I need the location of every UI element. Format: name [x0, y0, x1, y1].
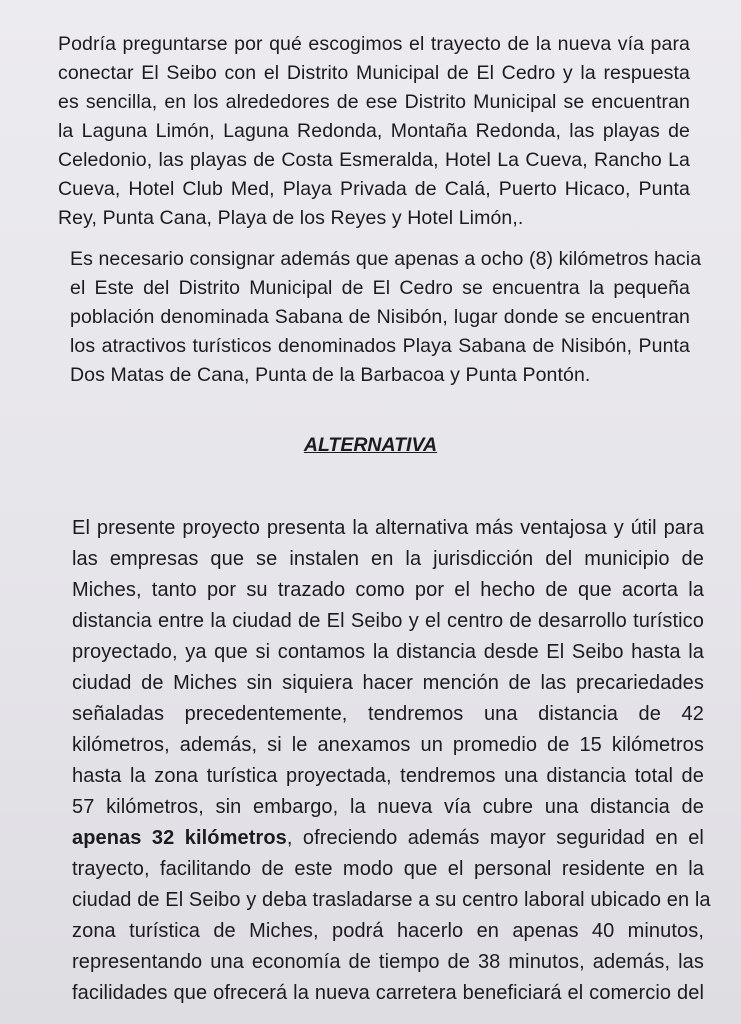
text-line: la Laguna Limón, Laguna Redonda, Montaña Redonda, las playas de: [58, 120, 690, 142]
text-line: Podría preguntarse por qué escogimos el trayecto de la nueva vía para: [58, 33, 690, 55]
text-line: El presente proyecto presenta la alternativa más ventajosa y útil para: [72, 517, 704, 539]
text-line: representando una economía de tiempo de 38 minutos, además, las: [72, 951, 704, 973]
text-line: el Este del Distrito Municipal de El Cedro se encuentra la pequeña: [70, 277, 690, 299]
section-heading: ALTERNATIVA: [303, 434, 438, 456]
text-line: proyectado, ya que si contamos la distancia desde El Seibo hasta la: [72, 641, 704, 663]
text-line: Celedonio, las playas de Costa Esmeralda, Hotel La Cueva, Rancho La: [58, 149, 690, 171]
text-line: las empresas que se instalen en la jurisdicción del municipio de: [72, 548, 704, 570]
paragraph-alternative: [72, 513, 711, 1009]
text-line: facilidades que ofrecerá la nueva carretera beneficiará el comercio del: [72, 982, 704, 1004]
text-line: hasta la zona turística proyectada, tendremos una distancia total de: [72, 765, 704, 787]
text-line: kilómetros, además, si le anexamos un promedio de 15 kilómetros: [72, 734, 704, 756]
text-line: Dos Matas de Cana, Punta de la Barbacoa y Punta Pontón.: [70, 364, 591, 386]
text-line: distancia entre la ciudad de El Seibo y el centro de desarrollo turístico: [72, 610, 704, 632]
text-line: ciudad de El Seibo y deba trasladarse a su centro laboral ubicado en la: [72, 889, 711, 911]
text-line: 57 kilómetros, sin embargo, la nueva vía cubre una distancia de: [72, 796, 704, 818]
text-line: Es necesario consignar además que apenas a ocho (8) kilómetros hacia: [70, 248, 702, 270]
text-line-with-bold: [72, 823, 704, 854]
text-line: señaladas precedentemente, tendremos una distancia de 42: [72, 703, 704, 725]
text-line: zona turística de Miches, podrá hacerlo en apenas 40 minutos,: [72, 920, 704, 942]
text-line: Miches, tanto por su trazado como por el hecho de que acorta la: [72, 579, 704, 601]
text-line: es sencilla, en los alrededores de ese Distrito Municipal se encuentran: [58, 91, 690, 113]
text-line: población denominada Sabana de Nisibón, lugar donde se encuentran: [70, 306, 690, 328]
text-line: conectar El Seibo con el Distrito Municipal de El Cedro y la respuesta: [58, 62, 690, 84]
paragraph-nisibon: [70, 245, 702, 390]
text-line: Cueva, Hotel Club Med, Playa Privada de Calá, Puerto Hicaco, Punta: [58, 178, 690, 200]
text-segment: , ofreciendo además mayor seguridad en el: [286, 827, 704, 849]
text-line: Rey, Punta Cana, Playa de los Reyes y Hotel Limón,.: [58, 207, 524, 229]
text-line: los atractivos turísticos denominados Playa Sabana de Nisibón, Punta: [70, 335, 690, 357]
text-line: ciudad de Miches sin siquiera hacer mención de las precariedades: [72, 672, 704, 694]
text-line: trayecto, facilitando de este modo que el personal residente en la: [72, 858, 704, 880]
bold-distance: apenas 32 kilómetros: [72, 827, 287, 849]
paragraph-tourist-route: [58, 30, 690, 233]
